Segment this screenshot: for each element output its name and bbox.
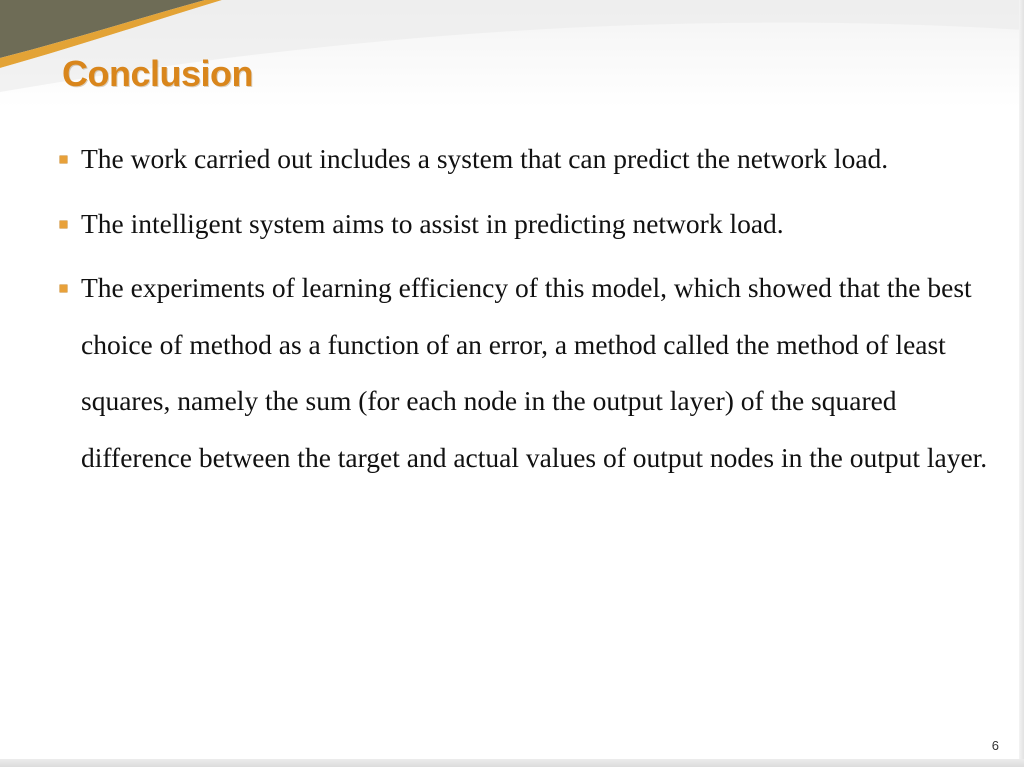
page-number: 6 bbox=[991, 738, 999, 753]
slide-frame-bottom bbox=[0, 759, 1024, 767]
bullet-item bbox=[60, 196, 990, 253]
bullet-text: The experiments of learning efficiency of this model, which showed that the best choice of method as a function of an error, a method called the method of least squares, namely the sum (for each node in the output layer) of the squared difference between the target and actual values of output nodes in the output layer. bbox=[81, 272, 988, 473]
bullet-item bbox=[60, 260, 990, 486]
slide-title: Conclusion bbox=[62, 53, 253, 94]
bullet-text: The work carried out includes a system that can predict the network load. bbox=[81, 143, 889, 174]
slide-frame-right bbox=[1019, 0, 1024, 767]
bullet-item bbox=[60, 131, 990, 188]
bullet-marker-icon bbox=[60, 156, 67, 163]
bullet-text: The intelligent system aims to assist in predicting network load. bbox=[81, 207, 784, 239]
bullet-marker-icon bbox=[60, 285, 67, 292]
bullet-marker-icon bbox=[60, 221, 67, 228]
bullet-list bbox=[60, 131, 990, 494]
